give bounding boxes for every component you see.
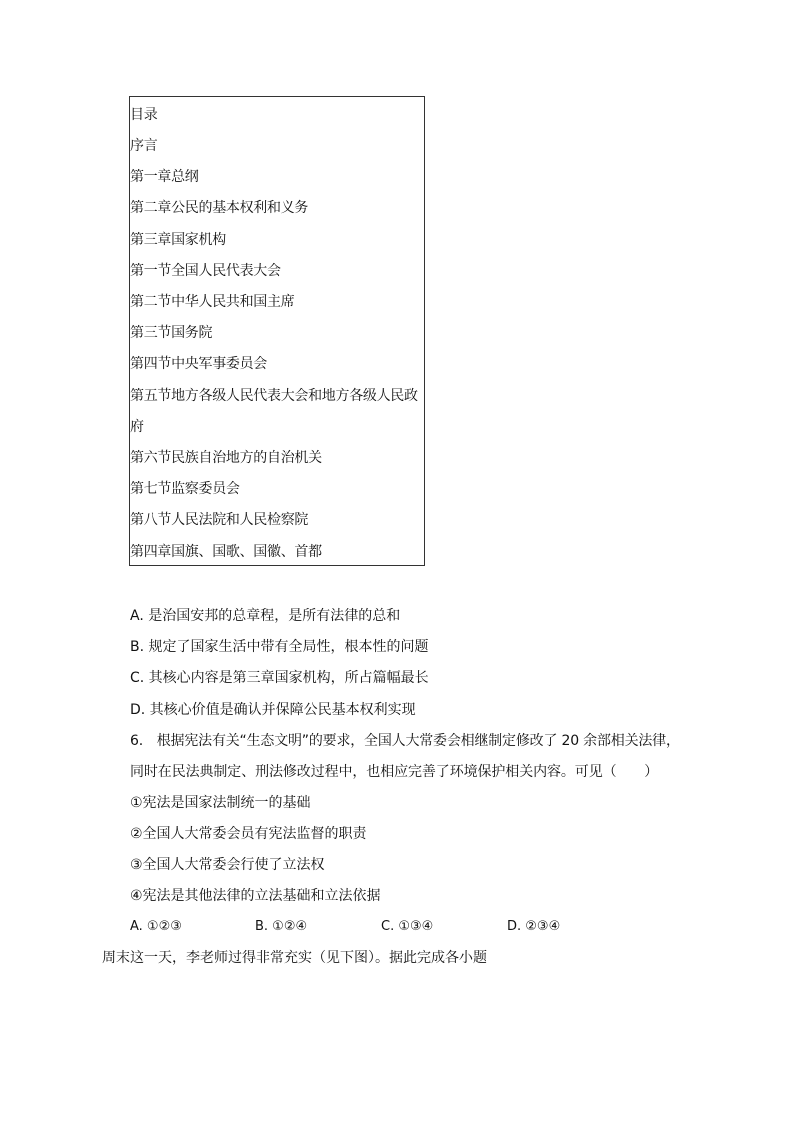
q5-option-b: B. 规定了国家生活中带有全局性，根本性的问题 [130,639,429,655]
q5-option-a: A. 是治国安邦的总章程，是所有法律的总和 [130,608,401,624]
q6-option-a: A. ①②③ [130,919,182,934]
toc-line: 第四章国旗、国歌、国徽、首都 [130,544,322,560]
constitution-toc-box [129,96,425,566]
q6-option-b: B. ①②④ [255,919,308,934]
toc-line: 序言 [130,138,158,154]
q5-option-d: D. 其核心价值是确认并保障公民基本权利实现 [130,702,416,718]
q6-stem-line1: 6. 根据宪法有关“生态文明”的要求，全国人大常委会相继制定修改了 20 余部相关法律， [130,733,680,749]
toc-line: 第五节地方各级人民代表大会和地方各级人民政 [130,388,418,404]
toc-line: 第四节中央军事委员会 [130,356,267,372]
toc-line: 第六节民族自治地方的自治机关 [130,450,322,466]
q6-option-d: D. ②③④ [507,919,561,934]
toc-line: 第一章总纲 [130,169,199,185]
next-question-intro: 周末这一天，李老师过得非常充实（见下图）。据此完成各小题 [102,950,487,966]
toc-line: 第三章国家机构 [130,232,226,248]
q6-statement-1: ①宪法是国家法制统一的基础 [130,795,311,811]
toc-line: 第三节国务院 [130,325,213,341]
q6-statement-4: ④宪法是其他法律的立法基础和立法依据 [130,888,381,904]
toc-line: 第七节监察委员会 [130,481,240,497]
q6-stem-line2: 同时在民法典制定、刑法修改过程中，也相应完善了环境保护相关内容。可见（ ） [130,764,659,780]
toc-line: 第一节全国人民代表大会 [130,263,281,279]
toc-line: 府 [130,419,144,435]
q5-option-c: C. 其核心内容是第三章国家机构，所占篇幅最长 [130,670,429,686]
toc-line: 第八节人民法院和人民检察院 [130,512,309,528]
q6-statement-2: ②全国人大常委会员有宪法监督的职责 [130,826,367,842]
toc-line: 第二节中华人民共和国主席 [130,294,295,310]
toc-line: 第二章公民的基本权利和义务 [130,200,309,216]
q6-statement-3: ③全国人大常委会行使了立法权 [130,857,325,873]
toc-line: 目录 [130,107,158,123]
q6-option-c: C. ①③④ [381,919,434,934]
